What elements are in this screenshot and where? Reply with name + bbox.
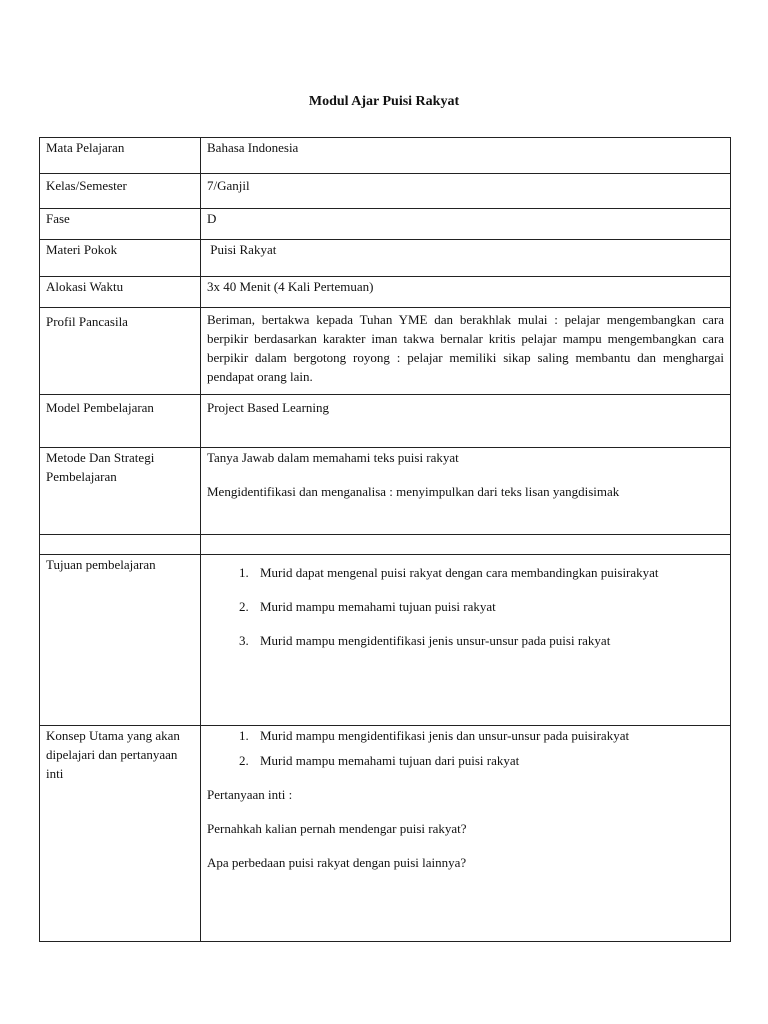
table-row xyxy=(40,209,731,240)
row-value-alokasi-waktu: 3x 40 Menit (4 Kali Pertemuan) xyxy=(201,277,731,308)
tujuan-list xyxy=(207,563,724,650)
table-row xyxy=(40,555,731,726)
list-item: 1. Murid mampu mengidentifikasi jenis dan unsur-unsur pada puisirakyat xyxy=(252,726,724,745)
table-row xyxy=(40,448,731,535)
table-row xyxy=(40,174,731,209)
table-row xyxy=(40,308,731,395)
row-label-metode-strategi: Metode Dan Strategi Pembelajaran xyxy=(40,448,201,535)
metode-line: Mengidentifikasi dan menganalisa : menyimpulkan dari teks lisan yangdisimak xyxy=(207,484,620,499)
row-label-tujuan-pembelajaran: Tujuan pembelajaran xyxy=(40,555,201,726)
table-row xyxy=(40,395,731,448)
question-line: Apa perbedaan puisi rakyat dengan puisi lainnya? xyxy=(207,855,467,870)
row-label-alokasi-waktu: Alokasi Waktu xyxy=(40,277,201,308)
row-value-mata-pelajaran: Bahasa Indonesia xyxy=(201,138,731,174)
list-item: 2. Murid mampu memahami tujuan dari puisi rakyat xyxy=(252,751,724,770)
modul-table xyxy=(39,137,731,942)
row-value-metode-strategi xyxy=(201,448,731,535)
table-row xyxy=(40,726,731,942)
row-value-fase: D xyxy=(201,209,731,240)
table-row xyxy=(40,240,731,277)
question-line: Pernahkah kalian pernah mendengar puisi rakyat? xyxy=(207,821,467,836)
row-label-materi-pokok: Materi Pokok xyxy=(40,240,201,277)
row-label-kelas-semester: Kelas/Semester xyxy=(40,174,201,209)
list-item: 2. Murid mampu memahami tujuan puisi rakyat xyxy=(252,597,724,616)
row-value-konsep-utama xyxy=(201,726,731,942)
table-row-empty xyxy=(40,535,731,555)
row-label-profil-pancasila: Profil Pancasila xyxy=(40,308,201,395)
list-item: 1. Murid dapat mengenal puisi rakyat dengan cara membandingkan puisirakyat xyxy=(252,563,724,582)
row-value-kelas-semester: 7/Ganjil xyxy=(201,174,731,209)
list-item: 3. Murid mampu mengidentifikasi jenis unsur-unsur pada puisi rakyat xyxy=(252,631,724,650)
row-label-mata-pelajaran: Mata Pelajaran xyxy=(40,138,201,174)
empty-cell xyxy=(40,535,201,555)
pertanyaan-inti-label: Pertanyaan inti : xyxy=(207,787,293,802)
metode-line: Tanya Jawab dalam memahami teks puisi rakyat xyxy=(207,450,459,465)
row-label-fase: Fase xyxy=(40,209,201,240)
row-label-model-pembelajaran: Model Pembelajaran xyxy=(40,395,201,448)
row-value-model-pembelajaran: Project Based Learning xyxy=(201,395,731,448)
row-value-tujuan-pembelajaran xyxy=(201,555,731,726)
row-label-konsep-utama: Konsep Utama yang akan dipelajari dan pertanyaan inti xyxy=(40,726,201,942)
document-title: Modul Ajar Puisi Rakyat xyxy=(308,94,460,109)
row-value-profil-pancasila: Beriman, bertakwa kepada Tuhan YME dan berakhlak mulai : pelajar mengembangkan cara berpikir berdasarkan karakter iman takwa bernalar kritis pelajar mampu mengembangkan cara berpikir dalam bergotong royong : pelajar memiliki sikap saling membantu dan menghargai pendapat orang lain. xyxy=(201,308,731,395)
konsep-list xyxy=(207,726,724,770)
table-row xyxy=(40,277,731,308)
row-value-materi-pokok: Puisi Rakyat xyxy=(201,240,731,277)
table-row xyxy=(40,138,731,174)
empty-cell xyxy=(201,535,731,555)
